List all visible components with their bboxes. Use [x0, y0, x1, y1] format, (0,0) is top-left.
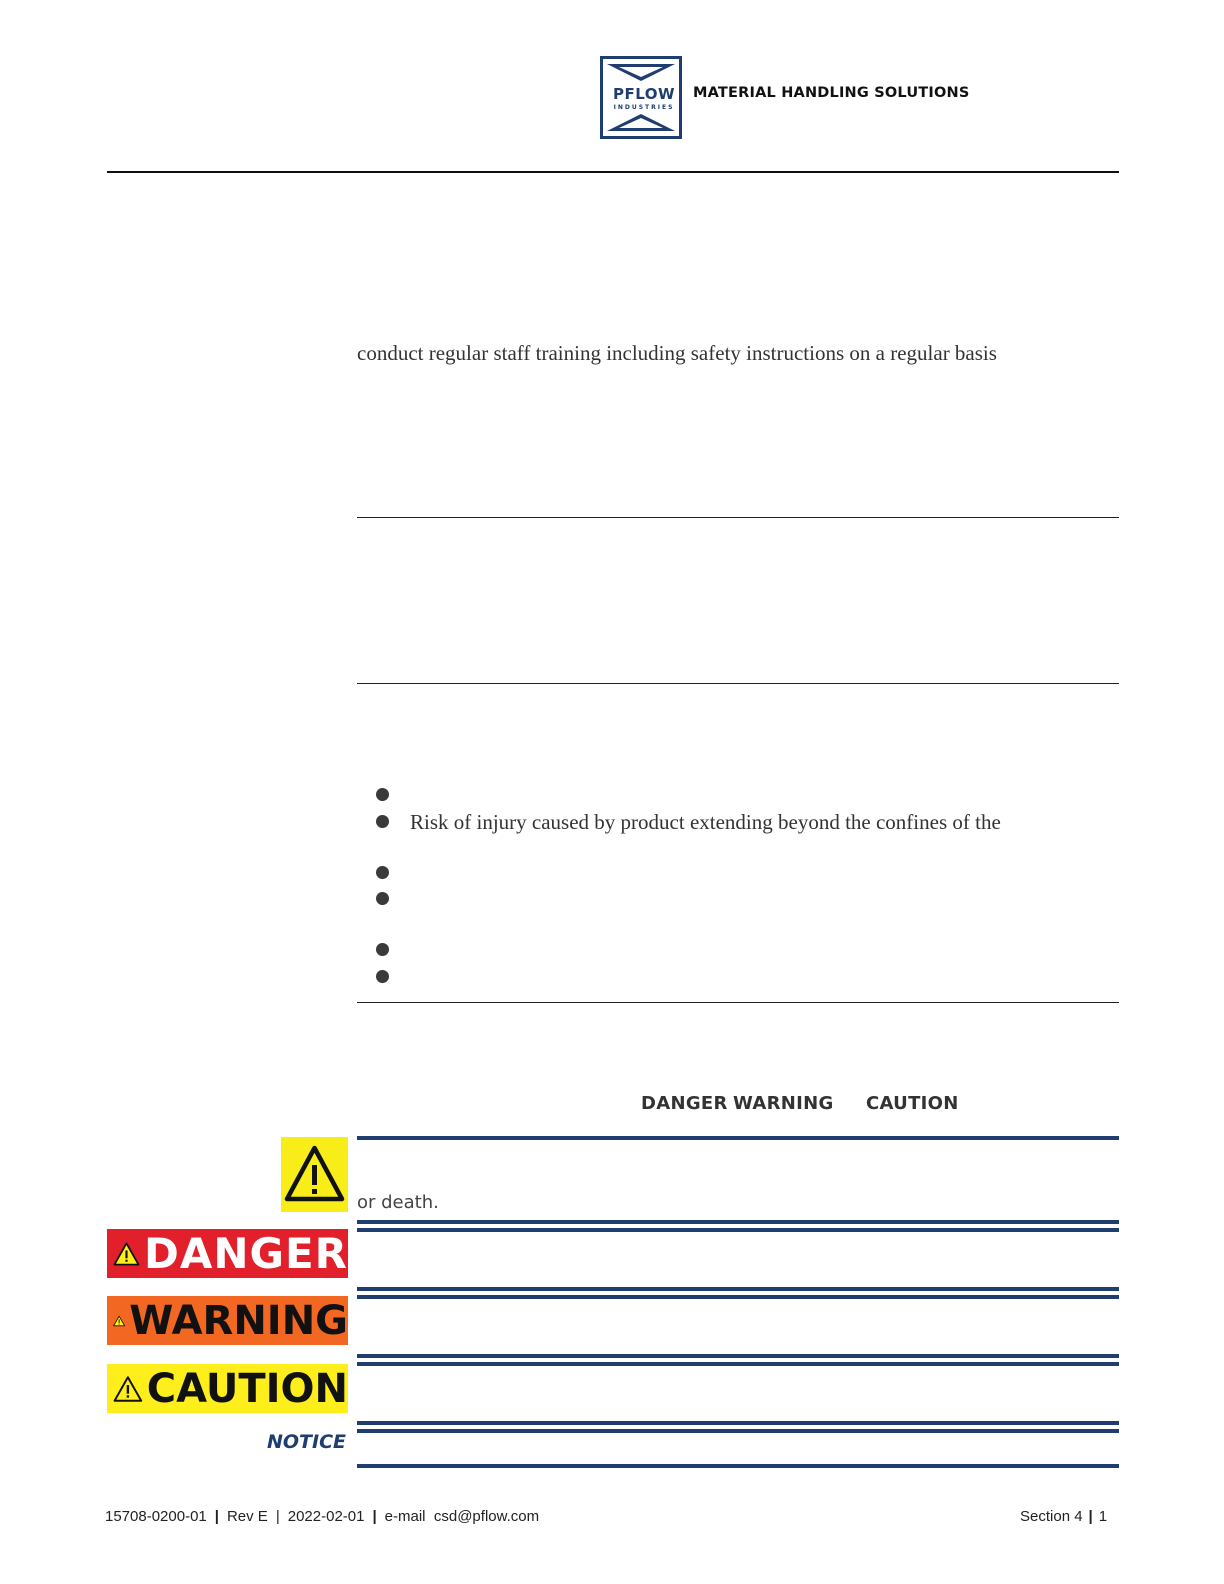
warning-triangle-icon: [281, 1137, 348, 1212]
table-rule: [357, 1421, 1119, 1425]
danger-label-text: DANGER: [143, 1228, 348, 1278]
section-divider: [357, 1002, 1119, 1003]
footer-doc-info: [105, 1507, 539, 1527]
list-bullet: [376, 892, 389, 905]
signal-word-warning: WARNING: [733, 1093, 834, 1114]
footer-section: Section 4: [1020, 1508, 1083, 1525]
header-divider: [107, 171, 1119, 173]
table-rule: [357, 1354, 1119, 1358]
footer-separator: |: [214, 1508, 219, 1525]
footer-date: 2022-02-01: [287, 1508, 365, 1525]
table-rule: [357, 1220, 1119, 1224]
danger-label: [107, 1229, 348, 1278]
section-divider: [357, 517, 1119, 518]
warning-label-text: WARNING: [129, 1297, 348, 1344]
table-rule: [357, 1362, 1119, 1366]
footer-separator: |: [275, 1508, 280, 1525]
list-bullet: [376, 943, 389, 956]
table-rule: [357, 1295, 1119, 1299]
notice-label: NOTICE: [266, 1431, 346, 1453]
logo-wordmark: PFLOW: [612, 85, 676, 103]
footer-revision: Rev E: [226, 1508, 268, 1525]
list-bullet: [376, 866, 389, 879]
caution-label-text: CAUTION: [146, 1365, 348, 1412]
footer-email-link[interactable]: csd@pflow.com: [433, 1508, 540, 1525]
footer-separator: |: [1088, 1508, 1093, 1525]
caution-label: [107, 1364, 348, 1413]
list-bullet: [376, 970, 389, 983]
list-bullet: [376, 815, 389, 828]
training-text: conduct regular staff training including safety instructions on a regular basis: [357, 341, 997, 365]
footer-email-label: e-mail: [384, 1508, 426, 1525]
table-rule: [357, 1136, 1119, 1140]
footer-doc-number: 15708-0200-01: [105, 1508, 207, 1525]
signal-word-caution: CAUTION: [866, 1093, 959, 1114]
signal-word-danger: DANGER: [641, 1093, 728, 1114]
table-rule: [357, 1287, 1119, 1291]
table-rule: [357, 1464, 1119, 1468]
warning-triangle-icon: [113, 1372, 143, 1406]
safety-alert-symbol: [281, 1137, 348, 1212]
warning-label: [107, 1296, 348, 1345]
logo-subtitle: INDUSTRIES: [613, 104, 675, 111]
warning-triangle-icon: [113, 1304, 125, 1338]
header-tagline: MATERIAL HANDLING SOLUTIONS: [693, 85, 970, 101]
table-rule: [357, 1228, 1119, 1232]
footer-separator: |: [372, 1508, 377, 1525]
footer-page-info: [1020, 1507, 1107, 1527]
table-rule: [357, 1429, 1119, 1433]
footer-page-number: 1: [1098, 1508, 1108, 1525]
warning-triangle-icon: [113, 1237, 140, 1271]
risk-list-item: Risk of injury caused by product extending beyond the confines of the: [410, 810, 1001, 834]
list-bullet: [376, 788, 389, 801]
danger-definition-tail: or death.: [357, 1192, 439, 1213]
pflow-logo: [600, 56, 682, 139]
section-divider: [357, 683, 1119, 684]
